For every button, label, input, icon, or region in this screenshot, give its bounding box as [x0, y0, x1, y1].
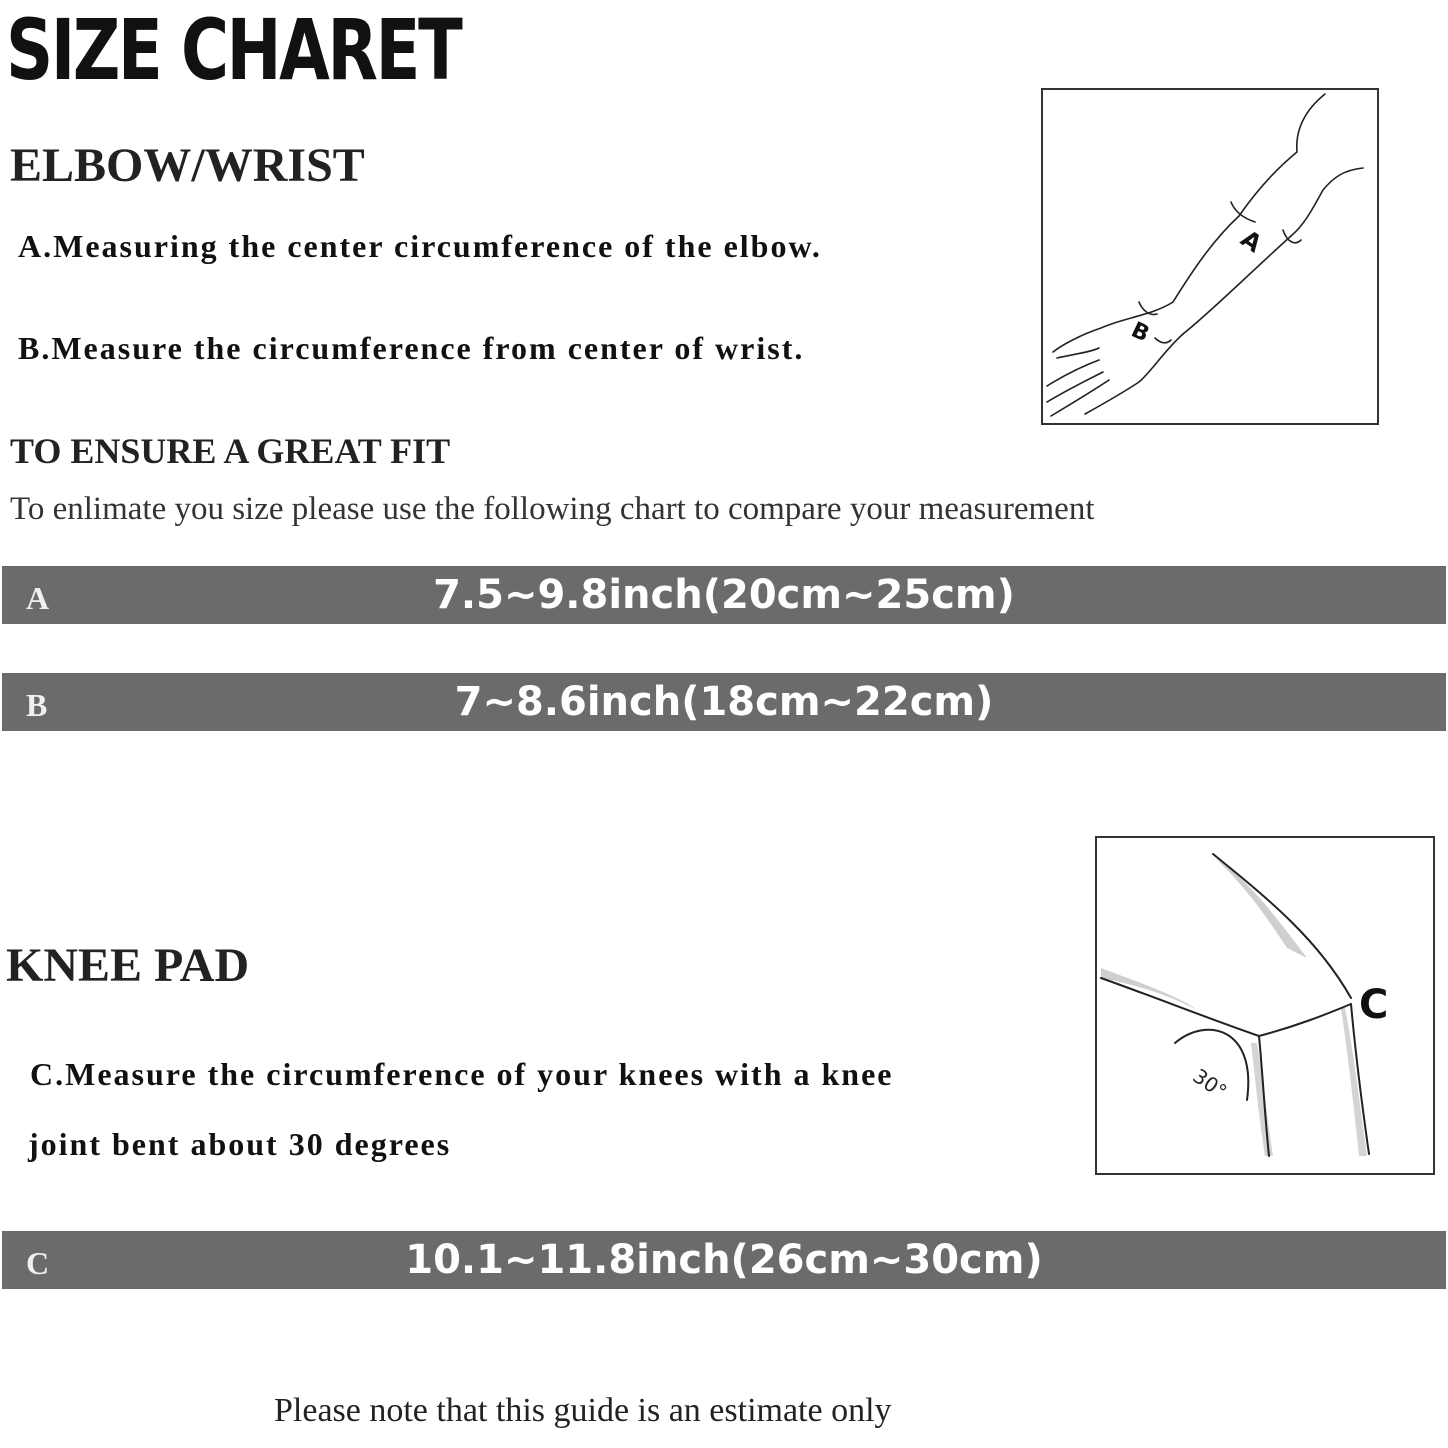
fit-description: To enlimate you size please use the following chart to compare your measurement [10, 491, 1095, 527]
measure-c-instruction-line2: joint bent about 30 degrees [28, 1126, 452, 1162]
measure-c-instruction-line1: C.Measure the circumference of your knees with a knee [30, 1056, 894, 1092]
size-row-c [2, 1231, 1446, 1289]
arm-label-a: A [1235, 224, 1267, 259]
estimate-note: Please note that this guide is an estimate only [274, 1392, 892, 1429]
knee-diagram [1095, 836, 1435, 1175]
knee-illustration [1097, 838, 1433, 1173]
size-key-a: A [26, 580, 50, 616]
page-title: SIZE CHARET [6, 1, 461, 99]
measure-a-instruction: A.Measuring the center circumference of the elbow. [18, 228, 822, 264]
knee-angle-label: 30° [1188, 1063, 1232, 1104]
arm-diagram [1041, 88, 1379, 425]
size-key-b: B [26, 687, 48, 723]
arm-illustration [1043, 90, 1377, 423]
elbow-wrist-heading: ELBOW/WRIST [10, 139, 365, 192]
measure-b-instruction: B.Measure the circumference from center of wrist. [18, 330, 805, 366]
fit-heading: TO ENSURE A GREAT FIT [10, 431, 451, 471]
size-row-b [2, 673, 1446, 731]
size-value-a: 7.5~9.8inch(20cm~25cm) [433, 572, 1015, 618]
knee-label-c: C [1359, 982, 1389, 1028]
size-value-b: 7~8.6inch(18cm~22cm) [454, 679, 994, 725]
knee-heading: KNEE PAD [6, 939, 250, 992]
arm-label-b: B [1127, 317, 1153, 348]
size-key-c: C [26, 1245, 50, 1281]
size-row-a [2, 566, 1446, 624]
size-value-c: 10.1~11.8inch(26cm~30cm) [405, 1237, 1043, 1283]
